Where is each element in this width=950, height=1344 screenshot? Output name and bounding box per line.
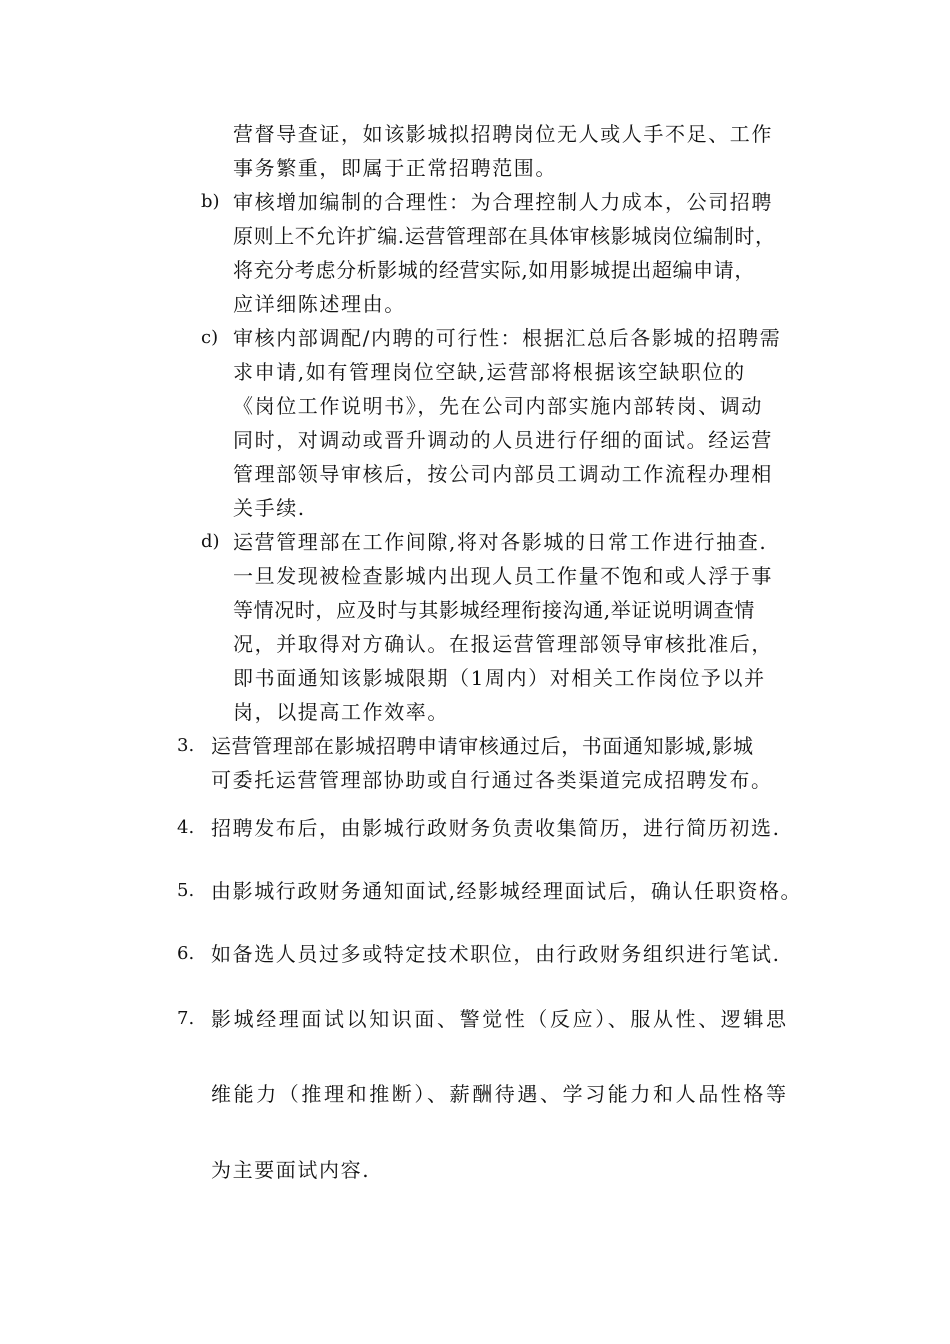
list-item-line: 由影城行政财务通知面试,经影城经理面试后，确认任职资格。: [211, 879, 803, 903]
sub-item-line: 审核内部调配/内聘的可行性：根据汇总后各影城的招聘需: [233, 326, 782, 350]
sub-item-marker: d): [201, 531, 220, 552]
sub-item-line: 将充分考虑分析影城的经营实际,如用影城提出超编申请，: [233, 258, 755, 282]
list-item-line: 为主要面试内容.: [211, 1158, 371, 1182]
sub-item-line: 岗，以提高工作效率。: [233, 700, 449, 724]
list-item-line: 运营管理部在影城招聘申请审核通过后，书面通知影城,影城: [211, 734, 754, 758]
list-item-marker: 5.: [177, 880, 195, 901]
list-item-line: 如备选人员过多或特定技术职位，由行政财务组织进行笔试.: [211, 942, 781, 966]
sub-item-marker: b): [201, 191, 220, 212]
list-item-marker: 3.: [177, 735, 195, 756]
sub-item-line: 同时，对调动或晋升调动的人员进行仔细的面试。经运营: [233, 428, 773, 452]
sub-item-line: 运营管理部在工作间隙,将对各影城的日常工作进行抽查.: [233, 530, 768, 554]
list-item-line: 可委托运营管理部协助或自行通过各类渠道完成招聘发布。: [211, 768, 773, 792]
continuation-line: 营督导查证，如该影城拟招聘岗位无人或人手不足、工作: [233, 122, 773, 146]
sub-item-line: 原则上不允许扩编.运营管理部在具体审核影城岗位编制时，: [233, 224, 776, 248]
sub-item-line: 关手续.: [233, 496, 306, 520]
sub-item-line: 等情况时，应及时与其影城经理衔接沟通,举证说明调查情: [233, 598, 755, 622]
list-item-marker: 4.: [177, 817, 195, 838]
sub-item-line: 《岗位工作说明书》，先在公司内部实施内部转岗、调动: [233, 394, 763, 418]
continuation-line: 事务繁重，即属于正常招聘范围。: [233, 156, 557, 180]
list-item-marker: 7.: [177, 1008, 195, 1029]
sub-item-line: 况，并取得对方确认。在报运营管理部领导审核批准后，: [233, 632, 773, 656]
list-item-marker: 6.: [177, 943, 195, 964]
sub-item-line: 即书面通知该影城限期（1周内）对相关工作岗位予以并: [233, 666, 766, 690]
sub-item-line: 应详细陈述理由。: [233, 292, 406, 316]
list-item-line: 招聘发布后，由影城行政财务负责收集简历，进行简历初选.: [211, 816, 781, 840]
list-item-line: 维能力（推理和推断）、薪酬待遇、学习能力和人品性格等: [211, 1082, 789, 1106]
sub-item-line: 审核增加编制的合理性：为合理控制人力成本，公司招聘: [233, 190, 773, 214]
sub-item-line: 管理部领导审核后，按公司内部员工调动工作流程办理相: [233, 462, 773, 486]
sub-item-marker: c): [201, 327, 219, 348]
sub-item-line: 求申请,如有管理岗位空缺,运营部将根据该空缺职位的: [233, 360, 746, 384]
list-item-line: 影城经理面试以知识面、警觉性（反应）、服从性、逻辑思: [211, 1007, 789, 1031]
sub-item-line: 一旦发现被检查影城内出现人员工作量不饱和或人浮于事: [233, 564, 773, 588]
